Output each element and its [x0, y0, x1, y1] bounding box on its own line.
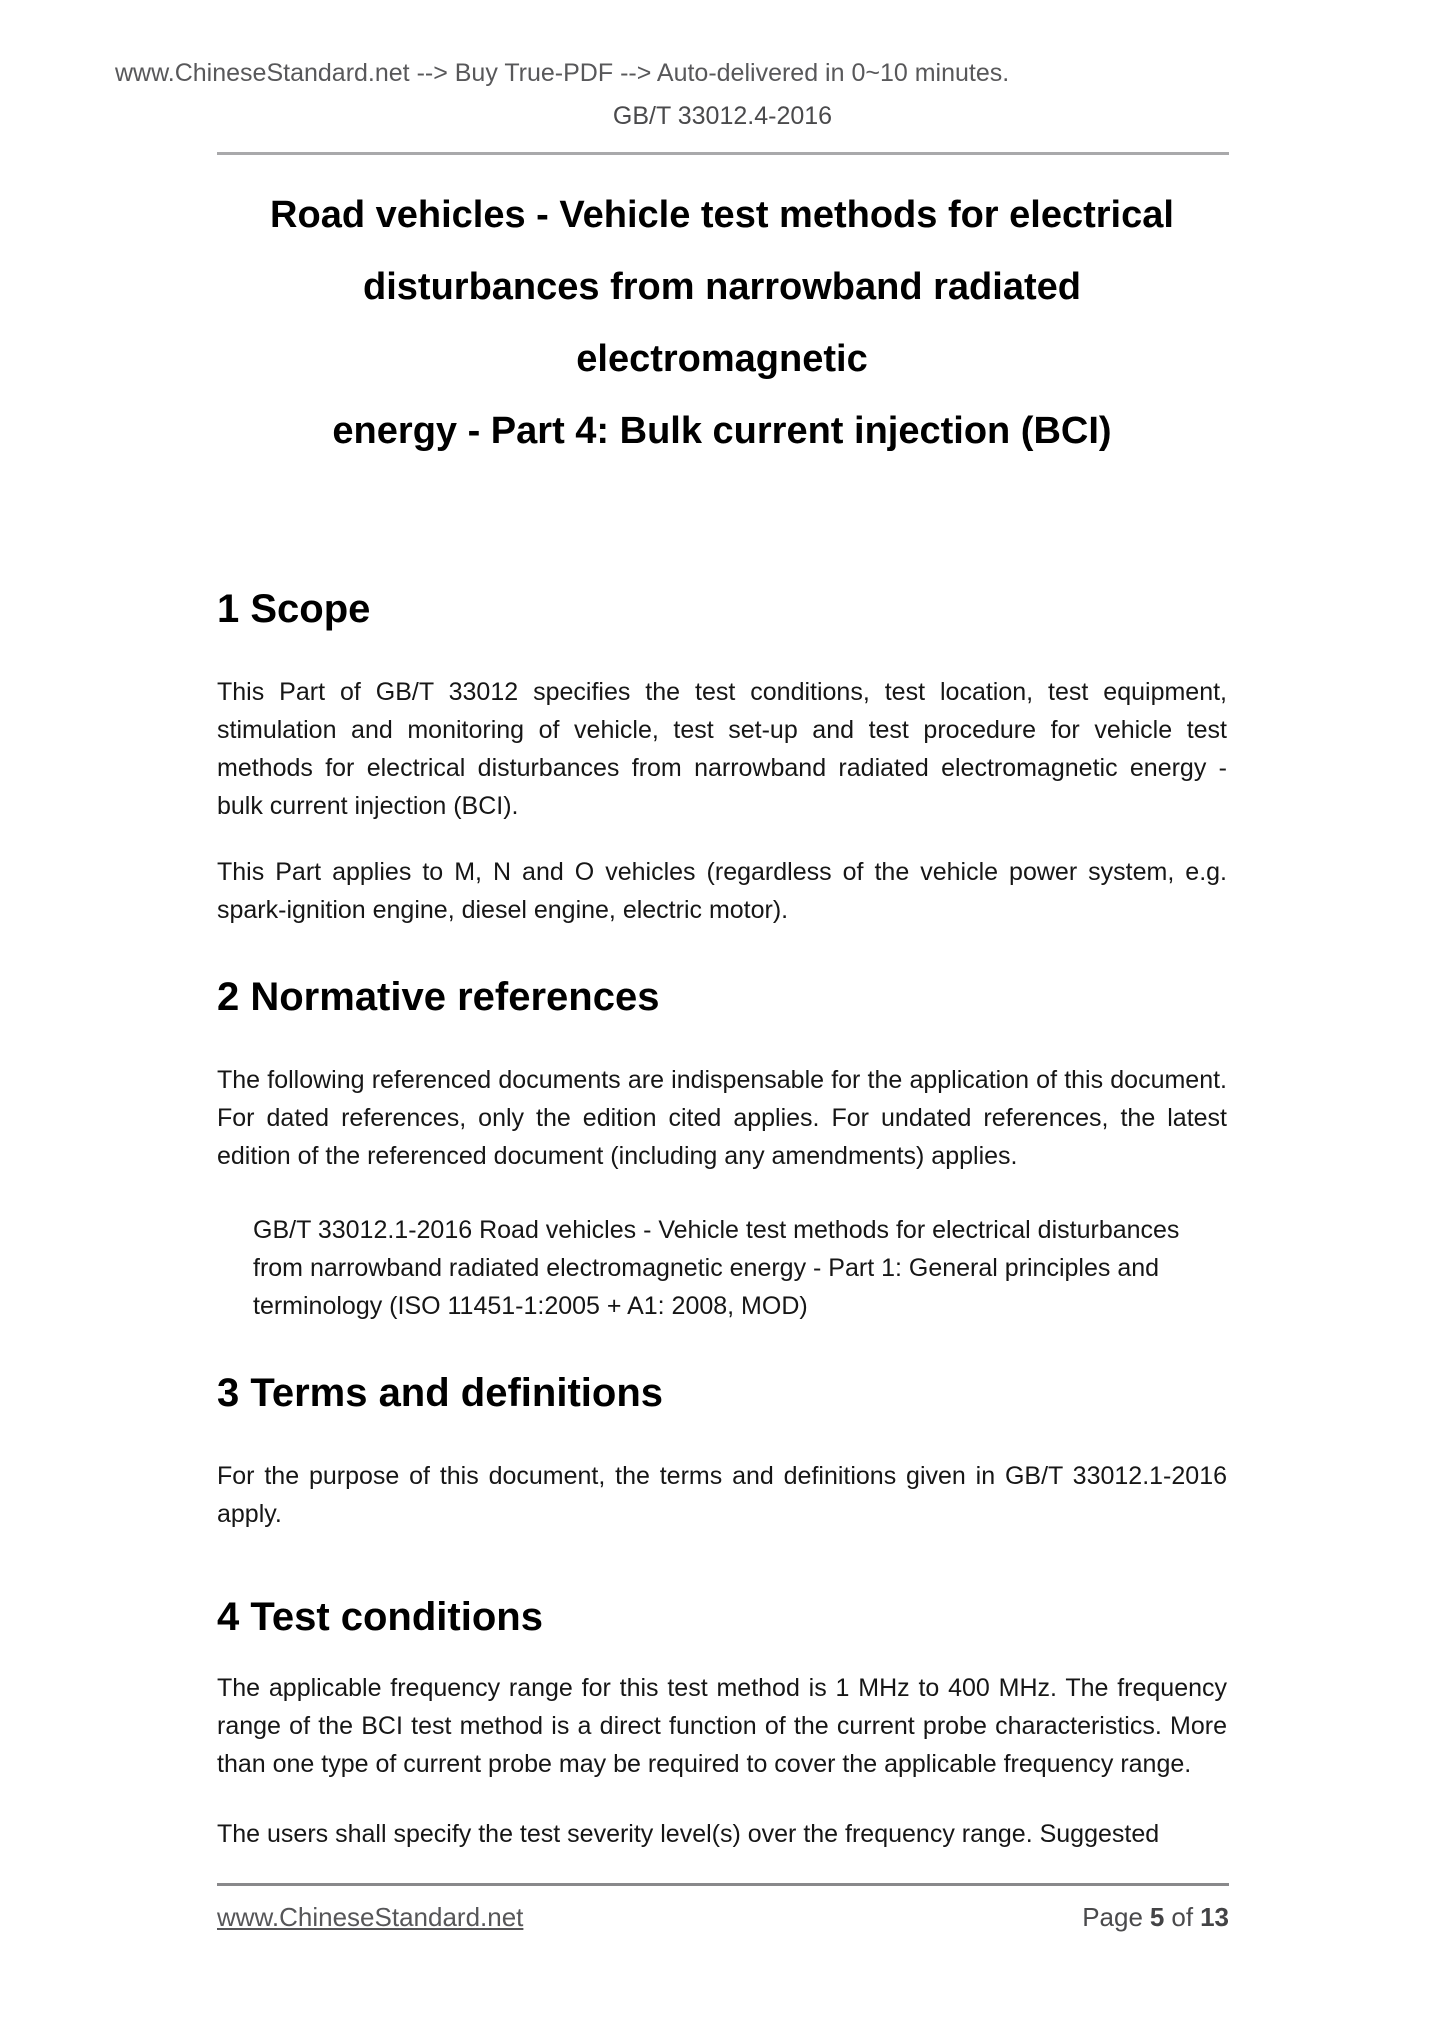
- section-terms-definitions: [217, 1369, 1227, 1533]
- paragraph: For the purpose of this document, the terms and definitions given in GB/T 33012.1-2016 apply.: [217, 1462, 1227, 1528]
- reference-entry: GB/T 33012.1-2016 Road vehicles - Vehicle test methods for electrical disturbances from narrowband radiated electromagnetic energy - Part 1: General principles and terminology (ISO 11451-1:2005 + A1: 2008, MOD): [253, 1216, 1180, 1320]
- footer-page-indicator: [1082, 1902, 1229, 1933]
- header-doc-number: GB/T 33012.4-2016: [612, 102, 833, 130]
- footer-total-pages: 13: [1200, 1902, 1229, 1932]
- section-heading: 4 Test conditions: [217, 1595, 543, 1639]
- footer-divider: [217, 1883, 1229, 1886]
- section-heading: 2 Normative references: [217, 975, 660, 1019]
- section-test-conditions: [217, 1593, 1227, 1853]
- page-footer: [217, 1883, 1229, 1933]
- section-heading: 1 Scope: [217, 587, 371, 631]
- paragraph: The following referenced documents are indispensable for the application of this document. For dated references, only the edition cited applies. For undated references, the latest edition of the referenced document (including any amendments) applies.: [217, 1066, 1227, 1170]
- footer-site-link[interactable]: www.ChineseStandard.net: [217, 1902, 524, 1932]
- header-tagline: www.ChineseStandard.net --> Buy True-PDF --> Auto-delivered in 0~10 minutes.: [115, 59, 1010, 87]
- header-divider: [217, 152, 1229, 155]
- footer-page-number: 5: [1149, 1902, 1165, 1932]
- footer-row: [217, 1902, 1229, 1933]
- paragraph: The users shall specify the test severity level(s) over the frequency range. Suggested: [217, 1820, 1160, 1848]
- paragraph: This Part of GB/T 33012 specifies the test conditions, test location, test equipment, stimulation and monitoring of vehicle, test set-up and test procedure for vehicle test methods for electrical disturbances from narrowband radiated electromagnetic energy - bulk current injection (BCI).: [217, 678, 1227, 820]
- title-line: energy - Part 4: Bulk current injection (BCI): [332, 410, 1112, 452]
- paragraph: The applicable frequency range for this test method is 1 MHz to 400 MHz. The frequency range of the BCI test method is a direct function of the current probe characteristics. More than one type of current probe may be required to cover the applicable frequency range.: [217, 1674, 1227, 1778]
- section-heading: 3 Terms and definitions: [217, 1371, 663, 1415]
- section-normative-references: [217, 973, 1227, 1325]
- footer-page-word: Page: [1082, 1902, 1143, 1932]
- title-line: disturbances from narrowband radiated electromagnetic: [363, 266, 1081, 380]
- paragraph: This Part applies to M, N and O vehicles (regardless of the vehicle power system, e.g. spark-ignition engine, diesel engine, electric motor).: [217, 858, 1227, 924]
- footer-of-word: of: [1171, 1902, 1194, 1932]
- section-scope: [217, 585, 1227, 929]
- document-content: [217, 179, 1227, 1853]
- title-line: Road vehicles - Vehicle test methods for electrical: [270, 194, 1174, 236]
- document-title: [217, 179, 1227, 467]
